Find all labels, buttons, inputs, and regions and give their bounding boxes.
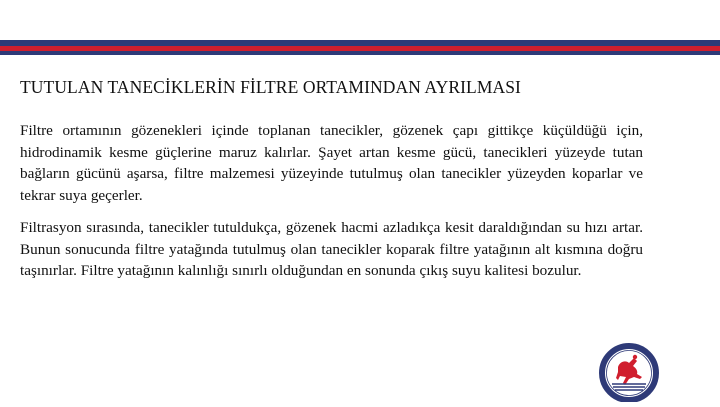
header-stripe-navy-bottom xyxy=(0,51,720,55)
paragraph-1: Filtre ortamının gözenekleri içinde toplanan tanecikler, gözenek çapı gittikçe küçüldüğü için, hidrodinamik kesme güçlerine maruz kalırlar. Şayet artan kesme gücü, tanecikleri yüzeyde tutan bağların gücünü aşarsa, filtre malzemesi yüzeyinde tutulmuş olan tanecikler yüzeyden koparlar ve tekrar suya geçerler. xyxy=(20,122,643,204)
paragraph-2: Filtrasyon sırasında, tanecikler tutuldukça, gözenek hacmi azladıkça kesit daraldığından su hızı artar. Bunun sonucunda filtre yatağında tutulmuş olan tanecikler koparak filtre yatağının alt kısmına doğru taşınırlar. Filtre yatağının kalınlığı sınırlı olduğundan en sonunda çıkış suyu kalitesi bozulur. xyxy=(20,219,643,279)
university-seal-icon xyxy=(598,340,660,402)
slide-title: TUTULAN TANECİKLERİN FİLTRE ORTAMINDAN AYRILMASI xyxy=(20,77,521,97)
